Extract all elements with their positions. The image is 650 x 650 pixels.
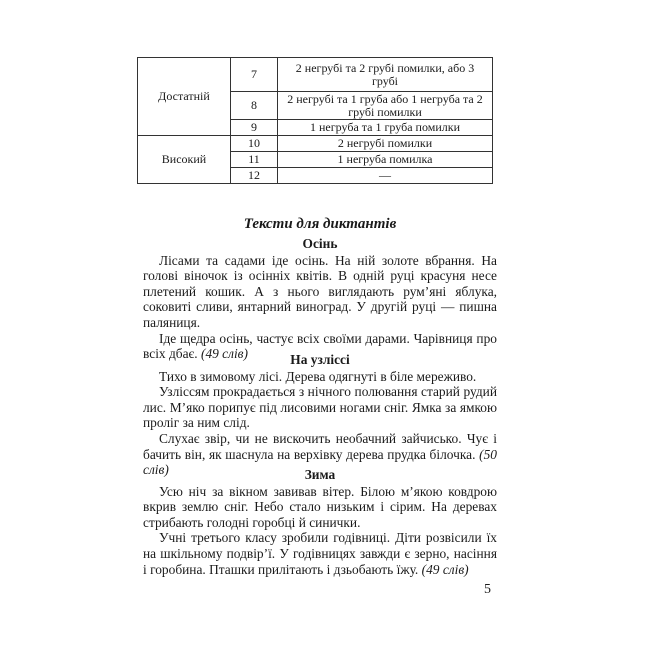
paragraph-text: Іде щедра осінь, частує всіх своїми дарами. Чарівниця про всіх дбає. [143,330,497,362]
errors-cell: — [278,168,493,184]
word-count: (50 слів) [143,446,497,478]
paragraph: Лісами та садами іде осінь. На ній золоте вбрання. На голові віночок із осінніх квітів. В одній руці красуня несе плетений кошик. А з нього виглядають рум’яні яблука, соковиті сливи, янтарний виноград. У другій руці — пишна паляниця. [143,252,497,330]
errors-cell: 2 негрубі помилки [278,136,493,152]
paragraph [143,530,497,577]
dictation-na-uzlissi [143,352,497,478]
errors-cell: 1 негруба та 1 груба помилки [278,120,493,136]
errors-cell: 1 негруба помилка [278,152,493,168]
dictation-title: На узліссі [290,352,350,367]
paragraph: Тихо в зимовому лісі. Дерева одягнуті в біле мереживо. [159,368,477,384]
errors-cell: 2 негрубі та 1 груба або 1 негруба та 2 грубі помилки [278,92,493,120]
paragraph-text: Учні третього класу зробили годівниці. Діти розвісили їх на шкільному подвір’ї. У годівницях завжди є зерно, насіння і горобина. Пташки прилітають і дзьобають їжу. [143,530,497,577]
dictation-title: Зима [304,467,336,482]
grading-table [137,57,493,184]
word-count: (49 слів) [200,346,248,362]
paragraph-text: Слухає звір, чи не вискочить необачний зайчисько. Чує і бачить він, як шаснула на верхівку дерева прудка білочка. [143,430,497,462]
points-cell: 7 [231,58,278,92]
paragraph: Усю ніч за вікном завивав вітер. Білою м’якою ковдрою вкрив землю сніг. Небо стало низьким і сірим. На деревах стрибають голодні горобці й синички. [143,483,497,530]
dictation-osin [143,236,497,362]
points-cell: 10 [231,136,278,152]
points-cell: 9 [231,120,278,136]
paragraph: Узліссям прокрадається з нічного полювання старий рудий лис. М’яко порипує під лисовими ногами сніг. Ямка за ямкою проліг за ним слід. [143,384,497,431]
points-cell: 12 [231,168,278,184]
dictation-title: Осінь [302,236,338,251]
section-title: Тексти для диктантів [243,216,397,232]
level-cell: Достатній [138,58,231,136]
level-cell: Високий [138,136,231,184]
errors-cell: 2 негрубі та 2 грубі помилки, або 3 грубі [278,58,493,92]
points-cell: 11 [231,152,278,168]
page-number: 5 [484,582,491,597]
dictation-zyma [143,467,497,577]
points-cell: 8 [231,92,278,120]
word-count: (49 слів) [421,561,469,577]
